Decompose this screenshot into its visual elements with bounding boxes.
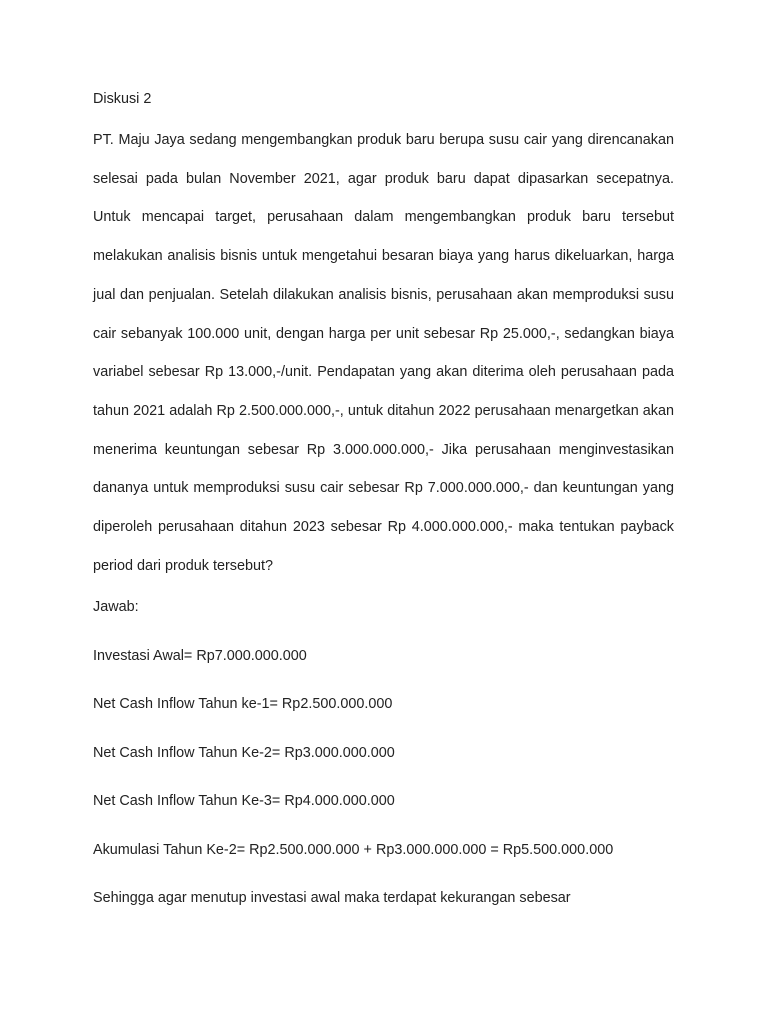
document-content xyxy=(93,86,674,911)
answer-cash-inflow-year-2: Net Cash Inflow Tahun Ke-2= Rp3.000.000.000 xyxy=(93,744,395,761)
answer-label: Jawab: xyxy=(93,599,139,616)
answer-cash-inflow-year-3: Net Cash Inflow Tahun Ke-3= Rp4.000.000.000 xyxy=(93,793,395,810)
document-title: Diskusi 2 xyxy=(93,91,152,107)
answer-block xyxy=(93,594,674,911)
question-paragraph: PT. Maju Jaya sedang mengembangkan produk baru berupa susu cair yang direncanakan selesai pada bulan November 2021, agar produk baru dapat dipasarkan secepatnya. Untuk mencapai target, perusahaan dalam mengembangkan produk baru tersebut melakukan analisis bisnis untuk mengetahui besaran biaya yang harus dikeluarkan, harga jual dan penjualan. Setelah dilakukan analisis bisnis, perusahaan akan memproduksi susu cair sebanyak 100.000 unit, dengan harga per unit sebesar Rp 25.000,-, sedangkan biaya variabel sebesar Rp 13.000,-/unit. Pendapatan yang akan diterima oleh perusahaan pada tahun 2021 adalah Rp 2.500.000.000,-, untuk ditahun 2022 perusahaan menargetkan akan menerima keuntungan sebesar Rp 3.000.000.000,- Jika perusahaan menginvestasikan dananya untuk memproduksi susu cair sebesar Rp 7.000.000.000,- dan keuntungan yang diperoleh perusahaan ditahun 2023 sebesar Rp 4.000.000.000,- maka tentukan payback period dari produk tersebut? xyxy=(93,132,674,574)
answer-accumulation-year-2: Akumulasi Tahun Ke-2= Rp2.500.000.000 + Rp3.000.000.000 = Rp5.500.000.000 xyxy=(93,841,614,858)
answer-initial-investment: Investasi Awal= Rp7.000.000.000 xyxy=(93,647,307,664)
answer-cash-inflow-year-1: Net Cash Inflow Tahun ke-1= Rp2.500.000.000 xyxy=(93,696,393,713)
answer-shortfall-statement: Sehingga agar menutup investasi awal maka terdapat kekurangan sebesar xyxy=(93,890,571,907)
